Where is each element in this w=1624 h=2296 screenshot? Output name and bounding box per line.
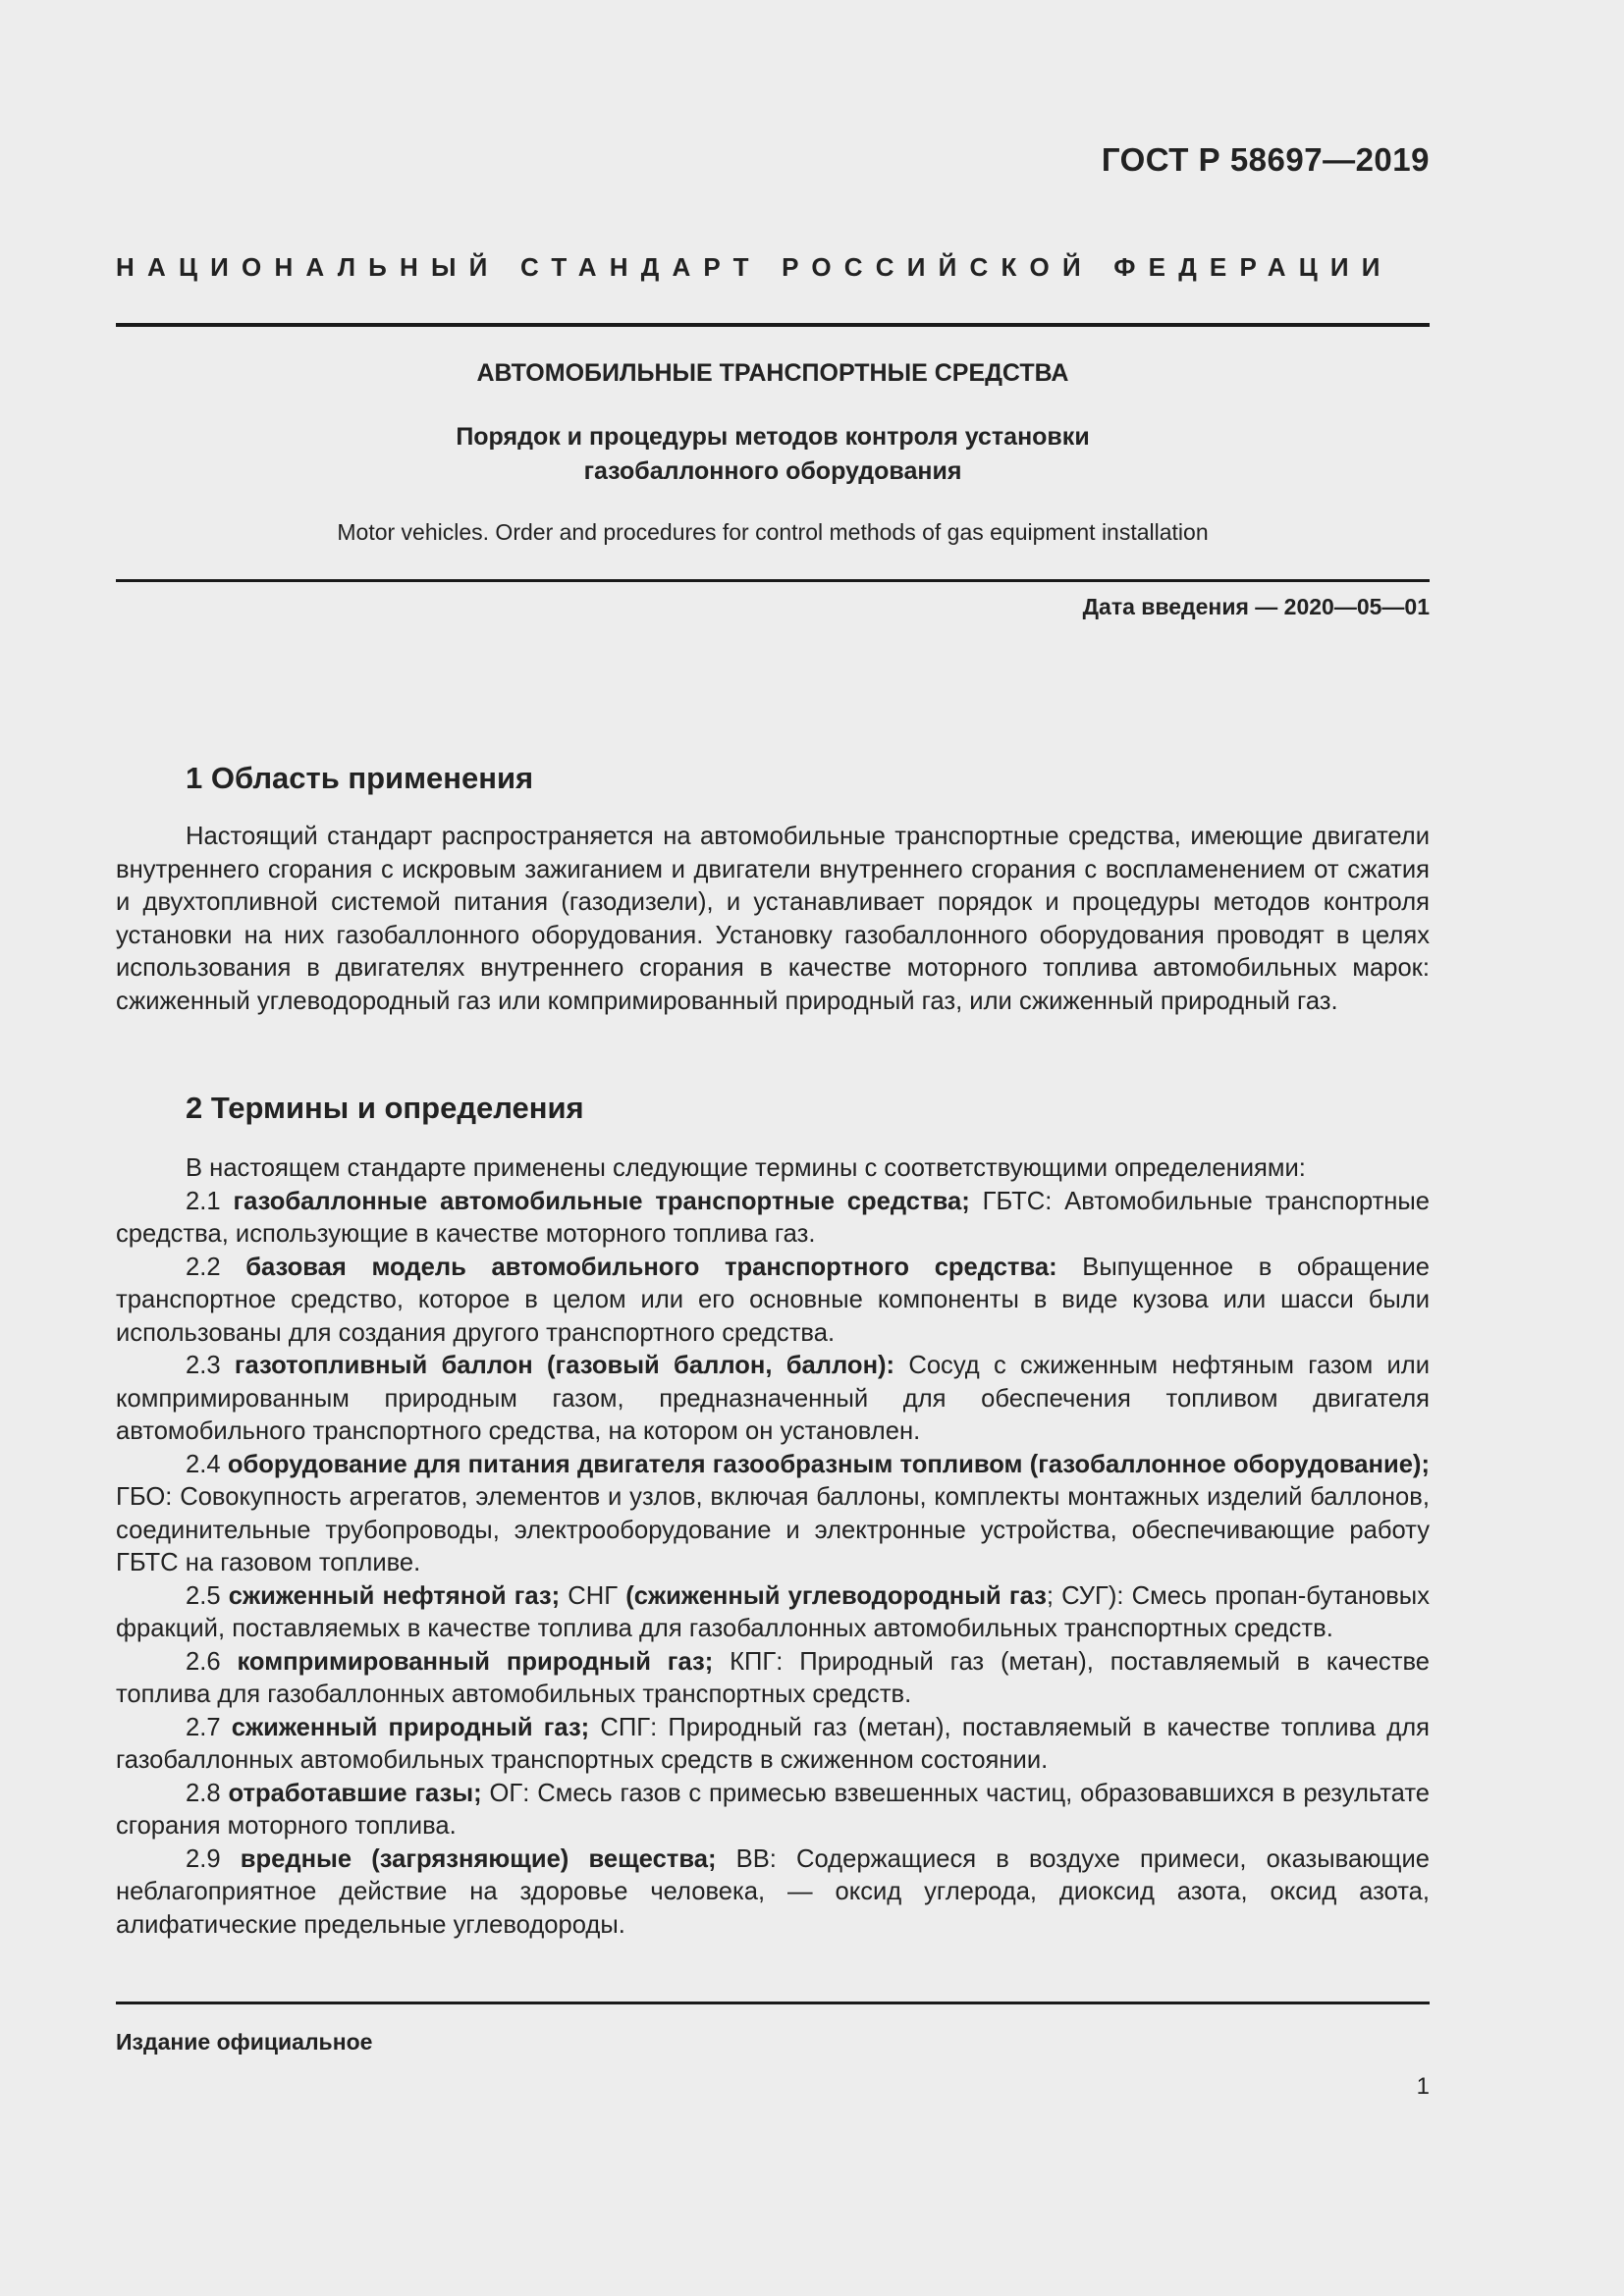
term-name: газобаллонные автомобильные транспортные средства; bbox=[233, 1187, 970, 1215]
term-name-alt: (сжиженный углеводородный газ bbox=[618, 1581, 1047, 1610]
standard-code: ГОСТ Р 58697—2019 bbox=[1101, 141, 1430, 178]
section-2-body bbox=[116, 1152, 1430, 1942]
subtitle-line-1: Порядок и процедуры методов контроля установки bbox=[456, 423, 1090, 451]
section-1-heading: 1 Область применения bbox=[186, 761, 534, 795]
subtitle-line-2: газобаллонного оборудования bbox=[583, 457, 962, 485]
section-2-heading: 2 Термины и определения bbox=[186, 1091, 584, 1125]
term-name: газотопливный баллон (газовый баллон, баллон): bbox=[234, 1352, 895, 1379]
term-item: 2.8 отработавшие газы; ОГ: Смесь газов с примесью взвешенных частиц, образовавшихся в результате сгорания моторного топлива. bbox=[116, 1779, 1430, 1840]
official-edition-label: Издание официальное bbox=[116, 2029, 373, 2055]
footer-divider bbox=[116, 2002, 1430, 2004]
term-name: оборудование для питания двигателя газообразным топливом (газобаллонное оборудование); bbox=[227, 1450, 1430, 1478]
term-name: базовая модель автомобильного транспортного средства: bbox=[245, 1253, 1057, 1281]
term-item: 2.3 газотопливный баллон (газовый баллон, баллон): Сосуд с сжиженным нефтяным газом или компримированным природным газом, предназначенный для обеспечения топливом двигателя автомобильного транспортного средства, на котором он установлен. bbox=[116, 1352, 1430, 1445]
term-item: 2.2 базовая модель автомобильного транспортного средства: Выпущенное в обращение транспортное средство, которое в целом или его основные компоненты в виде кузова или шасси были использованы для создания другого транспортного средства. bbox=[116, 1253, 1430, 1347]
term-item: 2.4 оборудование для питания двигателя газообразным топливом (газобаллонное оборудование); ГБО: Совокупность агрегатов, элементов и узлов, включая баллоны, комплекты монтажных изделий баллонов, соединительные трубопроводы, электрооборудование и электронные устройства, обеспечивающие работу ГБТС на газовом топливе. bbox=[116, 1450, 1430, 1576]
section-1-body bbox=[116, 821, 1430, 1018]
term-item: 2.5 сжиженный нефтяной газ; СНГ (сжиженный углеводородный газ; СУГ): Смесь пропан-бутановых фракций, поставляемых в качестве топлива для газобаллонных автомобильных транспортных средств. bbox=[116, 1581, 1430, 1642]
english-title: Motor vehicles. Order and procedures for control methods of gas equipment installation bbox=[337, 519, 1209, 545]
header-divider bbox=[116, 323, 1430, 327]
term-item: 2.1 газобаллонные автомобильные транспортные средства; ГБТС: Автомобильные транспортные средства, использующие в качестве моторного топлива газ. bbox=[116, 1187, 1430, 1248]
introduction-date: Дата введения — 2020—05—01 bbox=[1082, 594, 1430, 619]
document-subtitle bbox=[116, 420, 1430, 489]
title-divider bbox=[116, 579, 1430, 582]
term-name: сжиженный природный газ; bbox=[231, 1713, 590, 1741]
term-name: вредные (загрязняющие) вещества; bbox=[240, 1844, 717, 1873]
term-name: компримированный природный газ; bbox=[237, 1647, 714, 1676]
terms-intro: В настоящем стандарте применены следующие термины с соответствующими определениями: bbox=[186, 1154, 1306, 1182]
document-title: АВТОМОБИЛЬНЫЕ ТРАНСПОРТНЫЕ СРЕДСТВА bbox=[476, 359, 1069, 387]
term-item: 2.6 компримированный природный газ; КПГ: Природный газ (метан), поставляемый в качестве топлива для газобаллонных автомобильных транспортных средств. bbox=[116, 1647, 1430, 1708]
term-name: отработавшие газы; bbox=[228, 1779, 482, 1807]
term-item: 2.7 сжиженный природный газ; СПГ: Природный газ (метан), поставляемый в качестве топлива для газобаллонных автомобильных транспортных средств в сжиженном состоянии. bbox=[116, 1713, 1430, 1774]
scope-paragraph: Настоящий стандарт распространяется на автомобильные транспортные средства, имеющие двигатели внутреннего сгорания с искровым зажиганием и двигатели внутреннего сгорания с воспламенением от сжатия и двухтопливной системой питания (газодизели), и устанавливает порядок и процедуры методов контроля установки на них газобаллонного оборудования. Установку газобаллонного оборудования проводят в целях использования в двигателях внутреннего сгорания в качестве моторного топлива автомобильных марок: сжиженный углеводородный газ или компримированный природный газ, или сжиженный природный газ. bbox=[116, 823, 1430, 1015]
national-standard-banner: НАЦИОНАЛЬНЫЙ СТАНДАРТ РОССИЙСКОЙ ФЕДЕРАЦИИ bbox=[116, 252, 1393, 282]
term-name: сжиженный нефтяной газ; bbox=[228, 1581, 561, 1610]
page-number: 1 bbox=[1416, 2073, 1430, 2100]
term-item: 2.9 вредные (загрязняющие) вещества; ВВ: Содержащиеся в воздухе примеси, оказывающие неблагоприятное действие на здоровье человека, — оксид углерода, диоксид азота, оксид азота, алифатические предельные углеводороды. bbox=[116, 1844, 1430, 1939]
